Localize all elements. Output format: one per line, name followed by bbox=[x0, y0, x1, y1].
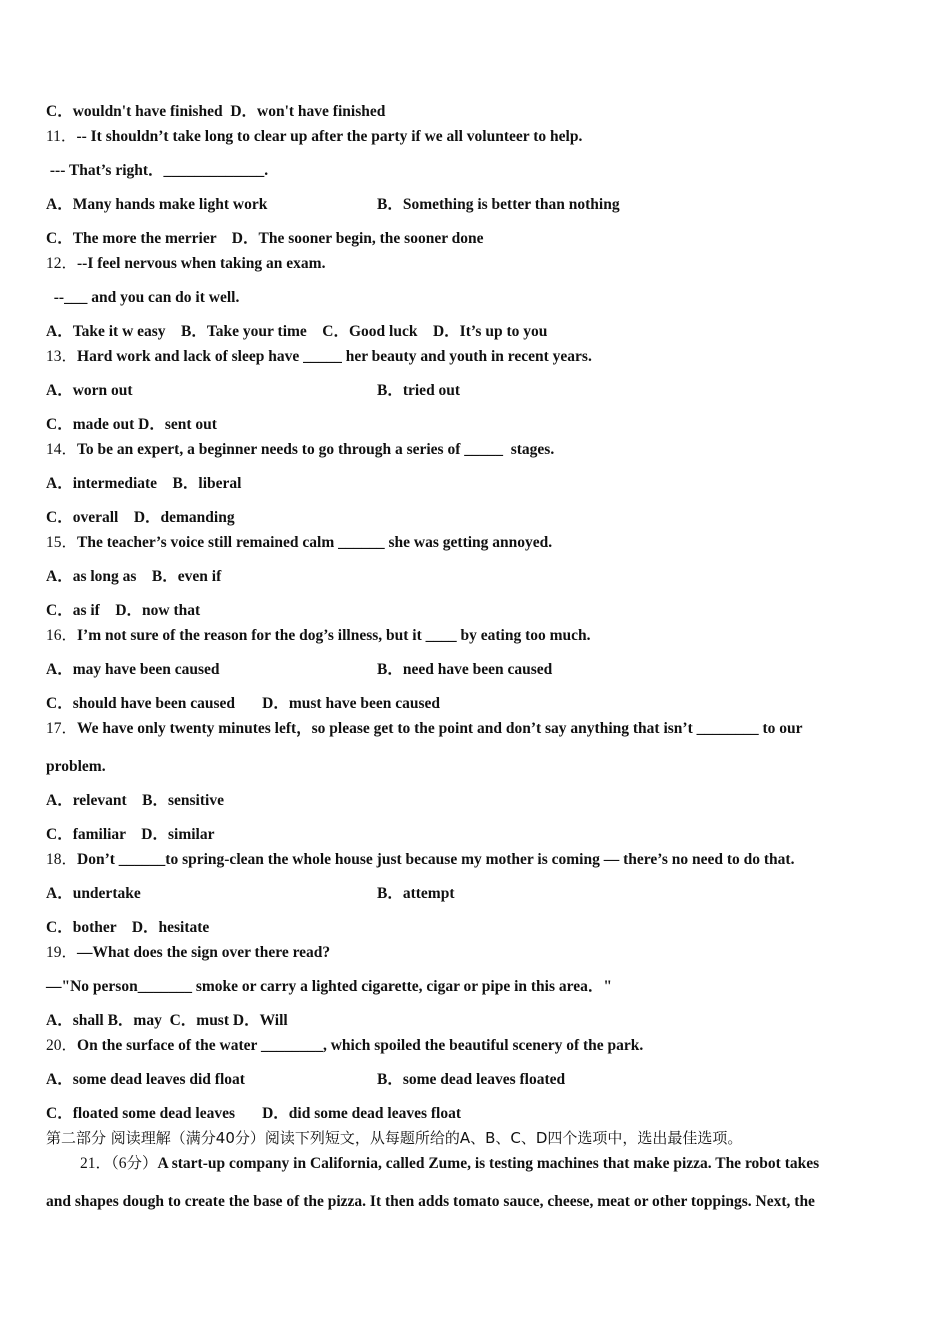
line-text: We have only twenty minutes left，so please get to the point and don’t say anything that isn’t ________ to our bbox=[77, 720, 803, 737]
line-text: A．relevant B．sensitive bbox=[46, 792, 224, 809]
question-number: 19． bbox=[46, 944, 78, 961]
line-text: --I feel nervous when taking an exam. bbox=[77, 255, 326, 272]
question-line bbox=[46, 104, 385, 120]
question-line bbox=[46, 827, 214, 843]
question-line bbox=[46, 852, 794, 868]
line-text: A．Take it w easy B．Take your time C．Good luck D．It’s up to you bbox=[46, 323, 548, 340]
line-text: C．floated some dead leaves D．did some dead leaves float bbox=[46, 1105, 462, 1122]
question-line bbox=[46, 535, 552, 551]
line-text: --___ and you can do it well. bbox=[46, 289, 240, 306]
line-text: C．wouldn't have finished D．won't have finished bbox=[46, 103, 386, 120]
line-text: Hard work and lack of sleep have _____ her beauty and youth in recent years. bbox=[77, 348, 592, 365]
question-line bbox=[46, 1106, 461, 1122]
question-line bbox=[46, 442, 554, 458]
option-b: B．attempt bbox=[377, 885, 455, 902]
question-line bbox=[46, 696, 440, 712]
question-line bbox=[46, 1038, 643, 1054]
line-text: —"No person_______ smoke or carry a lighted cigarette, cigar or pipe in this area．" bbox=[46, 978, 612, 995]
line-text: problem. bbox=[46, 758, 106, 775]
passage-line bbox=[80, 1156, 819, 1172]
line-text: A．intermediate B．liberal bbox=[46, 475, 242, 492]
line-text: A．some dead leaves did float bbox=[46, 1071, 245, 1088]
question-line bbox=[46, 129, 582, 145]
line-text: A．Many hands make light work bbox=[46, 196, 268, 213]
question-line bbox=[46, 920, 209, 936]
question-line bbox=[46, 510, 235, 526]
question-number: 14． bbox=[46, 441, 78, 458]
question-line bbox=[46, 163, 268, 179]
line-text: The teacher’s voice still remained calm ______ she was getting annoyed. bbox=[77, 534, 553, 551]
question-line bbox=[46, 1072, 245, 1088]
line-text: C．familiar D．similar bbox=[46, 826, 215, 843]
question-line bbox=[46, 603, 200, 619]
section-heading: 第二部分 阅读理解（满分40分）阅读下列短文，从每题所给的A、B、C、D四个选项中，选出最佳选项。 bbox=[46, 1129, 743, 1147]
question-line bbox=[46, 349, 592, 365]
question-number: 17． bbox=[46, 720, 78, 737]
question-line bbox=[46, 417, 217, 433]
line-text: I’m not sure of the reason for the dog’s illness, but it ____ by eating too much. bbox=[77, 627, 591, 644]
question-number: 16． bbox=[46, 627, 78, 644]
line-text: -- It shouldn’t take long to clear up after the party if we all volunteer to help. bbox=[76, 128, 583, 145]
question-line bbox=[46, 324, 547, 340]
question-line bbox=[46, 569, 221, 585]
question-number: 20． bbox=[46, 1037, 78, 1054]
line-text: To be an expert, a beginner needs to go through a series of _____ stages. bbox=[77, 441, 555, 458]
question-line bbox=[46, 662, 220, 678]
line-text: A．undertake bbox=[46, 885, 141, 902]
question-number: 12． bbox=[46, 255, 78, 272]
question-line bbox=[46, 256, 325, 272]
line-text: C．overall D．demanding bbox=[46, 509, 235, 526]
option-b: B．Something is better than nothing bbox=[377, 196, 620, 213]
question-line bbox=[46, 628, 591, 644]
question-line bbox=[46, 383, 133, 399]
question-line bbox=[46, 793, 224, 809]
option-b: B．some dead leaves floated bbox=[377, 1071, 566, 1088]
question-number: 13． bbox=[46, 348, 78, 365]
passage-text: and shapes dough to create the base of the pizza. It then adds tomato sauce, cheese, meat or other toppings. Next, the bbox=[46, 1193, 815, 1210]
line-text: --- That’s right．_____________. bbox=[46, 162, 269, 179]
question-line bbox=[46, 197, 267, 213]
line-text: A．as long as B．even if bbox=[46, 568, 222, 585]
question-number: 15． bbox=[46, 534, 78, 551]
question-line bbox=[46, 476, 241, 492]
question-number: 11． bbox=[46, 128, 77, 145]
line-text: C．should have been caused D．must have been caused bbox=[46, 695, 441, 712]
option-b: B．tried out bbox=[377, 382, 461, 399]
line-text: C．The more the merrier D．The sooner begin, the sooner done bbox=[46, 230, 484, 247]
question-line bbox=[46, 721, 803, 737]
line-text: A．worn out bbox=[46, 382, 133, 399]
question-line bbox=[46, 1013, 288, 1029]
question-line bbox=[46, 231, 484, 247]
question-line bbox=[46, 290, 239, 306]
passage-line bbox=[46, 1194, 815, 1210]
question-line bbox=[46, 886, 141, 902]
question-number: 21．（6分） bbox=[80, 1155, 158, 1172]
question-line bbox=[46, 979, 612, 995]
line-text: C．as if D．now that bbox=[46, 602, 201, 619]
line-text: C．made out D．sent out bbox=[46, 416, 217, 433]
line-text: On the surface of the water ________, which spoiled the beautiful scenery of the park. bbox=[77, 1037, 644, 1054]
option-b: B．need have been caused bbox=[377, 661, 553, 678]
line-text: A．may have been caused bbox=[46, 661, 220, 678]
line-text: Don’t ______to spring-clean the whole house just because my mother is coming — there’s no need to do that. bbox=[77, 851, 795, 868]
passage-text: A start-up company in California, called Zume, is testing machines that make pizza. The robot takes bbox=[157, 1155, 820, 1172]
question-line bbox=[46, 945, 330, 961]
line-text: —What does the sign over there read? bbox=[77, 944, 331, 961]
question-number: 18． bbox=[46, 851, 78, 868]
line-text: A．shall B．may C．must D．Will bbox=[46, 1012, 288, 1029]
question-line bbox=[46, 759, 106, 775]
line-text: C．bother D．hesitate bbox=[46, 919, 210, 936]
